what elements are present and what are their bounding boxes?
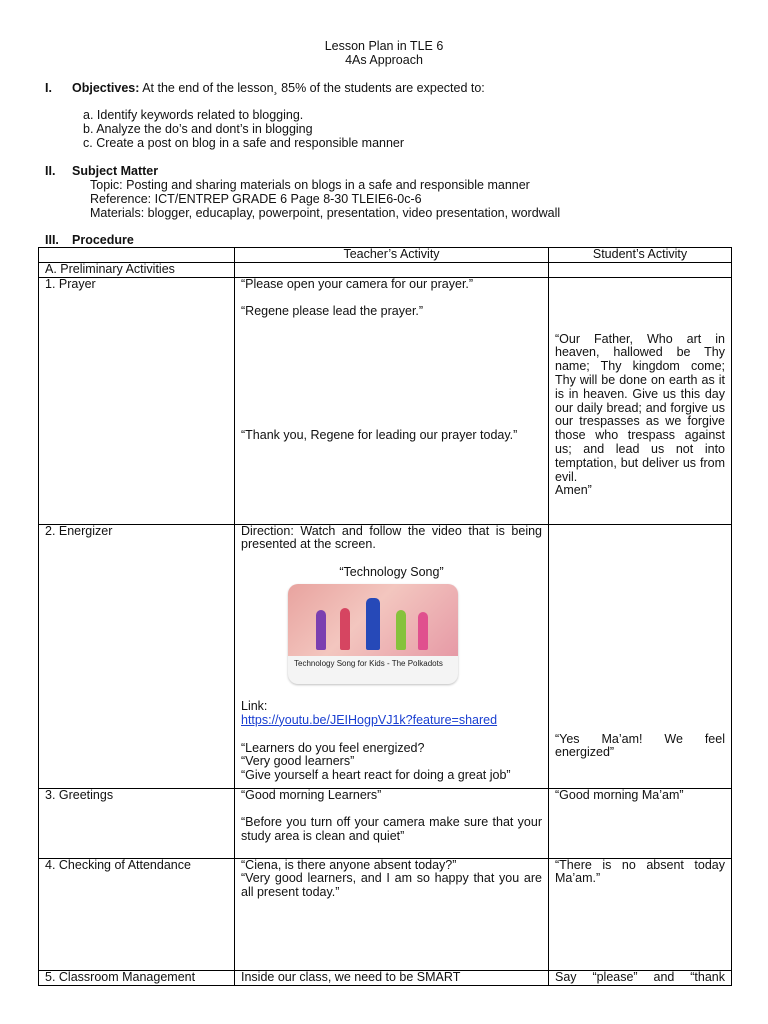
teacher-line: “Give yourself a heart react for doing a great job” bbox=[241, 768, 511, 783]
objective-item: b. Analyze the do’s and dont’s in blogging bbox=[83, 122, 313, 136]
teacher-line: “Regene please lead the prayer.” bbox=[241, 304, 424, 319]
document-subtitle: 4As Approach bbox=[345, 53, 423, 67]
table-row bbox=[39, 277, 732, 524]
student-activity-cell bbox=[549, 277, 732, 524]
subject-reference: Reference: ICT/ENTREP GRADE 6 Page 8-30 TLEIE6-0c-6 bbox=[90, 192, 422, 206]
activity-label: 5. Classroom Management bbox=[39, 970, 235, 985]
teacher-activity-cell bbox=[235, 788, 549, 858]
header-student-activity: Student’s Activity bbox=[549, 248, 732, 263]
teacher-line: “Ciena, is there anyone absent today?” bbox=[241, 857, 457, 872]
table-row bbox=[39, 788, 732, 858]
student-activity-cell bbox=[549, 970, 732, 985]
teacher-activity-cell bbox=[235, 858, 549, 970]
video-link[interactable]: https://youtu.be/JEIHogpVJ1k?feature=shared bbox=[241, 712, 498, 727]
document-title: Lesson Plan in TLE 6 bbox=[324, 39, 444, 53]
table-row bbox=[39, 524, 732, 788]
activity-label: 2. Energizer bbox=[39, 524, 235, 788]
student-line: “Our Father, Who art in heaven, hallowed be Thy name; Thy kingdom come; Thy will be done on earth as it is in heaven. Give us this day our daily bread; and forgive us our trespasses as we forgive those who trespass against us; and lead us not into temptation, but deliver us from evil. bbox=[555, 331, 725, 484]
activity-label: 3. Greetings bbox=[39, 788, 235, 858]
procedure-number: III. bbox=[45, 233, 59, 247]
link-label: Link: bbox=[241, 698, 268, 713]
header-cell-empty bbox=[39, 248, 235, 263]
video-caption: Technology Song for Kids - The Polkadots bbox=[294, 658, 443, 668]
table-header-row bbox=[39, 248, 732, 263]
student-line: Say “please” and “thank bbox=[555, 969, 725, 984]
objective-item: a. Identify keywords related to blogging. bbox=[83, 108, 304, 122]
objectives-heading bbox=[72, 81, 485, 95]
objectives-label: Objectives: bbox=[72, 81, 140, 95]
objectives-number: I. bbox=[45, 81, 52, 95]
teacher-line: “Very good learners” bbox=[241, 754, 355, 769]
objective-item: c. Create a post on blog in a safe and responsible manner bbox=[83, 136, 405, 150]
activity-label: 1. Prayer bbox=[39, 277, 235, 524]
header-teacher-activity: Teacher’s Activity bbox=[235, 248, 549, 263]
video-thumbnail[interactable] bbox=[288, 584, 458, 684]
student-activity-cell bbox=[549, 858, 732, 970]
song-title: “Technology Song” bbox=[339, 565, 444, 580]
subject-matter-heading: Subject Matter bbox=[72, 164, 159, 178]
teacher-line: “Thank you, Regene for leading our prayer today.” bbox=[241, 428, 518, 443]
subject-topic: Topic: Posting and sharing materials on blogs in a safe and responsible manner bbox=[90, 178, 530, 192]
subject-materials: Materials: blogger, educaplay, powerpoint, presentation, video presentation, wordwall bbox=[90, 206, 561, 220]
student-line: “Yes Ma’am! We feel energized” bbox=[555, 731, 725, 760]
subject-matter-number: II. bbox=[45, 164, 56, 178]
teacher-activity-cell bbox=[235, 277, 549, 524]
teacher-line: “Please open your camera for our prayer.” bbox=[241, 276, 474, 291]
teacher-line: “Good morning Learners” bbox=[241, 787, 382, 802]
teacher-line: “Learners do you feel energized? bbox=[241, 740, 425, 755]
student-line: “Good morning Ma’am” bbox=[555, 787, 684, 802]
table-row bbox=[39, 858, 732, 970]
teacher-line: “Very good learners, and I am so happy that you are all present today.” bbox=[241, 871, 542, 900]
section-label: A. Preliminary Activities bbox=[39, 262, 235, 277]
objectives-intro: At the end of the lesson¸ 85% of the students are expected to: bbox=[142, 81, 485, 95]
activity-label: 4. Checking of Attendance bbox=[39, 858, 235, 970]
student-activity-cell bbox=[549, 788, 732, 858]
teacher-activity-cell bbox=[235, 524, 549, 788]
teacher-activity-cell bbox=[235, 970, 549, 985]
table-row bbox=[39, 262, 732, 277]
procedure-table bbox=[38, 247, 732, 986]
teacher-line: “Before you turn off your camera make sure that your study area is clean and quiet” bbox=[241, 815, 542, 844]
table-row bbox=[39, 970, 732, 985]
student-activity-cell bbox=[549, 524, 732, 788]
video-preview-image bbox=[288, 584, 458, 656]
student-line: Amen” bbox=[555, 483, 592, 498]
student-line: “There is no absent today Ma’am.” bbox=[555, 857, 725, 886]
teacher-line: Inside our class, we need to be SMART bbox=[241, 969, 461, 984]
procedure-heading: Procedure bbox=[72, 233, 134, 247]
direction-text: Direction: Watch and follow the video that is being presented at the screen. bbox=[241, 523, 542, 552]
